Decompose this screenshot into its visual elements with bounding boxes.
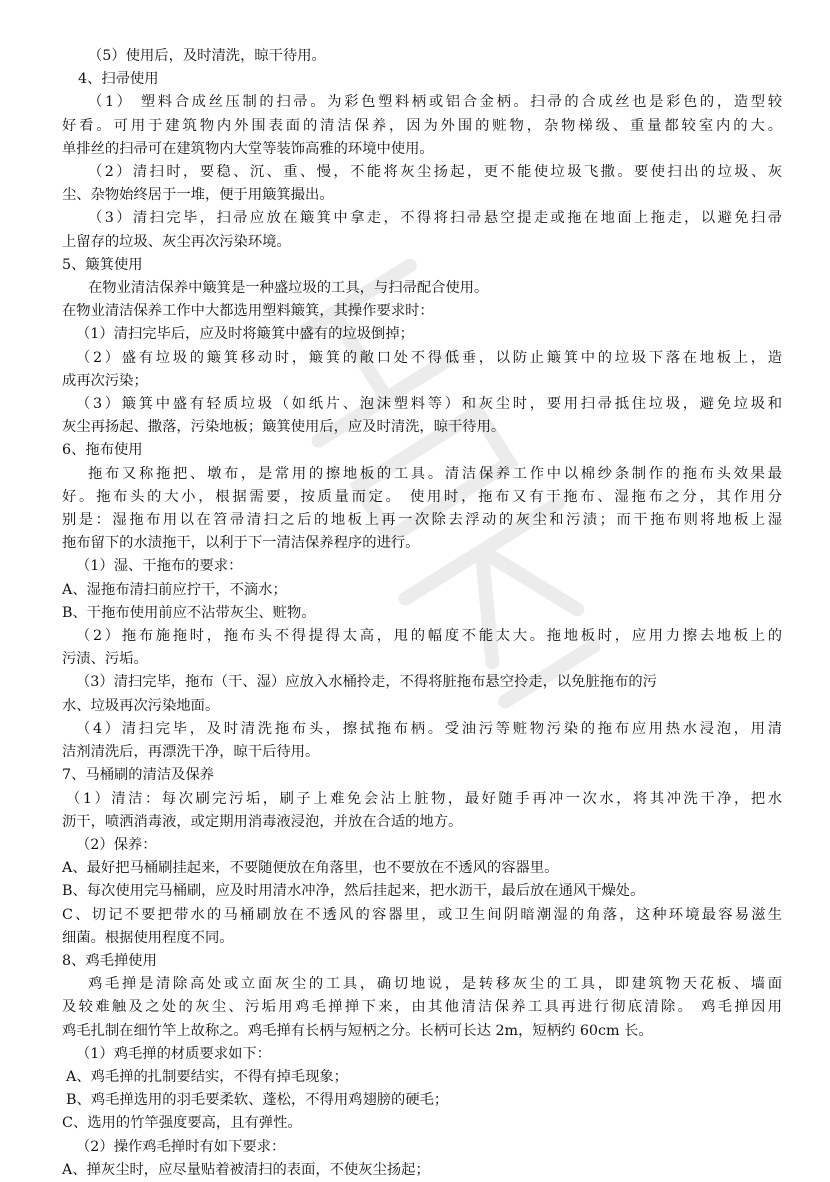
text-line: 水、垃圾再次污染地面。 xyxy=(62,697,220,714)
text-line: （1）清扫完毕后，应及时将簸箕中盛有的垃圾倒掉； xyxy=(76,326,414,343)
text-line: （2）清扫时，要稳、沉、重、慢，不能将灰尘扬起，更不能使垃圾飞撒。要使扫出的垃圾、灰 xyxy=(88,164,782,181)
text-line: （2）操作鸡毛掸时有如下要求： xyxy=(76,1138,286,1155)
text-line: （4）清扫完毕，及时清洗拖布头，擦拭拖布柄。受油污等赃物污染的拖布应用热水浸泡，用清 xyxy=(76,720,782,737)
text-line: 污渍、污垢。 xyxy=(62,651,148,668)
text-line: 好看。可用于建筑物内外围表面的清洁保养，因为外围的赃物，杂物梯级、重量都较室内的大。 xyxy=(62,117,782,134)
text-line: 在物业清洁保养工作中大都选用塑料簸箕，其操作要求时： xyxy=(62,303,434,320)
text-line: （1）湿、干拖布的要求： xyxy=(76,558,243,575)
text-line: 拖布又称拖把、墩布，是常用的擦地板的工具。清洁保养工作中以棉纱条制作的拖布头效果最 xyxy=(88,465,782,482)
text-line: 鸡毛扎制在细竹竿上故称之。鸡毛掸有长柄与短柄之分。长柄可长达 2m，短柄约 60cm 长。 xyxy=(62,1022,653,1039)
text-line: 沥干，喷洒消毒液，或定期用消毒液浸泡，并放在合适的地方。 xyxy=(62,813,463,830)
text-line: 4、扫帚使用 xyxy=(78,71,159,88)
text-line: （2）拖布施拖时，拖布头不得提得太高，甩的幅度不能太大。拖地板时，应用力擦去地板上的 xyxy=(76,628,782,645)
text-line: （3）清扫完毕，扫帚应放在簸箕中拿走，不得将扫帚悬空提走或拖在地面上拖走，以避免扫帚 xyxy=(88,210,782,227)
text-line: 6、拖布使用 xyxy=(62,442,143,459)
text-line: （1）清洁：每次刷完污垢，刷子上难免会沾上脏物，最好随手再冲一次水，将其冲洗干净，把水 xyxy=(66,790,782,807)
text-line: B、每次使用完马桶刷，应及时用清水冲净，然后挂起来，把水沥干，最后放在通风干燥处。 xyxy=(62,883,645,900)
text-line: A、最好把马桶刷挂起来，不要随便放在角落里，也不要放在不透风的容器里。 xyxy=(62,860,559,877)
text-line: 好。拖布头的大小，根据需要，按质量而定。 使用时，拖布又有干拖布、湿拖布之分，其作用分 xyxy=(62,488,782,505)
text-line: （3）清扫完毕，拖布（干、湿）应放入水桶拎走，不得将脏拖布悬空拎走，以免脏拖布的污 xyxy=(76,674,657,691)
text-line: 鸡毛掸是清除高处或立面灰尘的工具，确切地说，是转移灰尘的工具，即建筑物天花板、墙面 xyxy=(88,976,782,993)
text-line: 洁剂清洗后，再漂洗干净，晾干后待用。 xyxy=(62,744,320,761)
text-line: A、湿拖布清扫前应拧干，不滴水； xyxy=(62,581,287,598)
text-line: 上留存的垃圾、灰尘再次污染环境。 xyxy=(62,233,291,250)
text-line: 在物业清洁保养中簸箕是一种盛垃圾的工具，与扫帚配合使用。 xyxy=(88,280,489,297)
text-line: （2）保养： xyxy=(76,836,157,853)
text-line: C、切记不要把带水的马桶刷放在不透风的容器里，或卫生间阴暗潮湿的角落，这种环境最容易滋生 xyxy=(62,906,782,923)
text-line: 及较难触及之处的灰尘、污垢用鸡毛掸掸下来，由其他清洁保养工具再进行彻底清除。 鸡毛掸因用 xyxy=(62,999,782,1016)
text-line: 8、鸡毛掸使用 xyxy=(62,952,157,969)
text-line: （5）使用后，及时清洗，晾干待用。 xyxy=(88,48,326,64)
text-line: （1） 塑料合成丝压制的扫帚。为彩色塑料柄或铝合金柄。扫帚的合成丝也是彩色的，造型较 xyxy=(88,94,782,111)
text-line: 细菌。根据使用程度不同。 xyxy=(62,929,234,946)
text-line: 别是：湿拖布用以在笤帚清扫之后的地板上再一次除去浮动的灰尘和污渍；而干拖布则将地板上湿 xyxy=(62,512,782,529)
text-line: A、掸灰尘时，应尽量贴着被清扫的表面，不使灰尘扬起； xyxy=(62,1161,430,1178)
text-line: 灰尘再扬起、撒落，污染地板；簸箕使用后，应及时清洗，晾干待用。 xyxy=(62,419,506,436)
text-line: （1）鸡毛掸的材质要求如下： xyxy=(76,1045,271,1062)
text-line: 5、簸箕使用 xyxy=(62,256,143,273)
text-line: 成再次污染； xyxy=(62,372,148,389)
text-line: 7、马桶刷的清洁及保养 xyxy=(62,767,215,784)
document-body xyxy=(62,45,782,1182)
text-line: 拖布留下的水渍拖干，以利于下一清洁保养程序的进行。 xyxy=(62,535,420,552)
text-line: 尘、杂物始终居于一堆，便于用簸箕撮出。 xyxy=(62,187,334,204)
text-line: 单排丝的扫帚可在建筑物内大堂等装饰高雅的环境中使用。 xyxy=(62,140,434,157)
text-line: B、干拖布使用前应不沾带灰尘、赃物。 xyxy=(62,604,316,621)
text-line: A、鸡毛掸的扎制要结实，不得有掉毛现象； xyxy=(66,1068,348,1085)
text-line: C、选用的竹竿强度要高，且有弹性。 xyxy=(62,1115,302,1132)
text-line: （3）簸箕中盛有轻质垃圾（如纸片、泡沫塑料等）和灰尘时，要用扫帚抵住垃圾，避免垃圾和 xyxy=(76,396,782,413)
text-line: B、鸡毛掸选用的羽毛要柔软、蓬松，不得用鸡翅膀的硬毛； xyxy=(66,1092,449,1109)
text-line: （2）盛有垃圾的簸箕移动时，簸箕的敞口处不得低垂，以防止簸箕中的垃圾下落在地板上，造 xyxy=(76,349,782,366)
